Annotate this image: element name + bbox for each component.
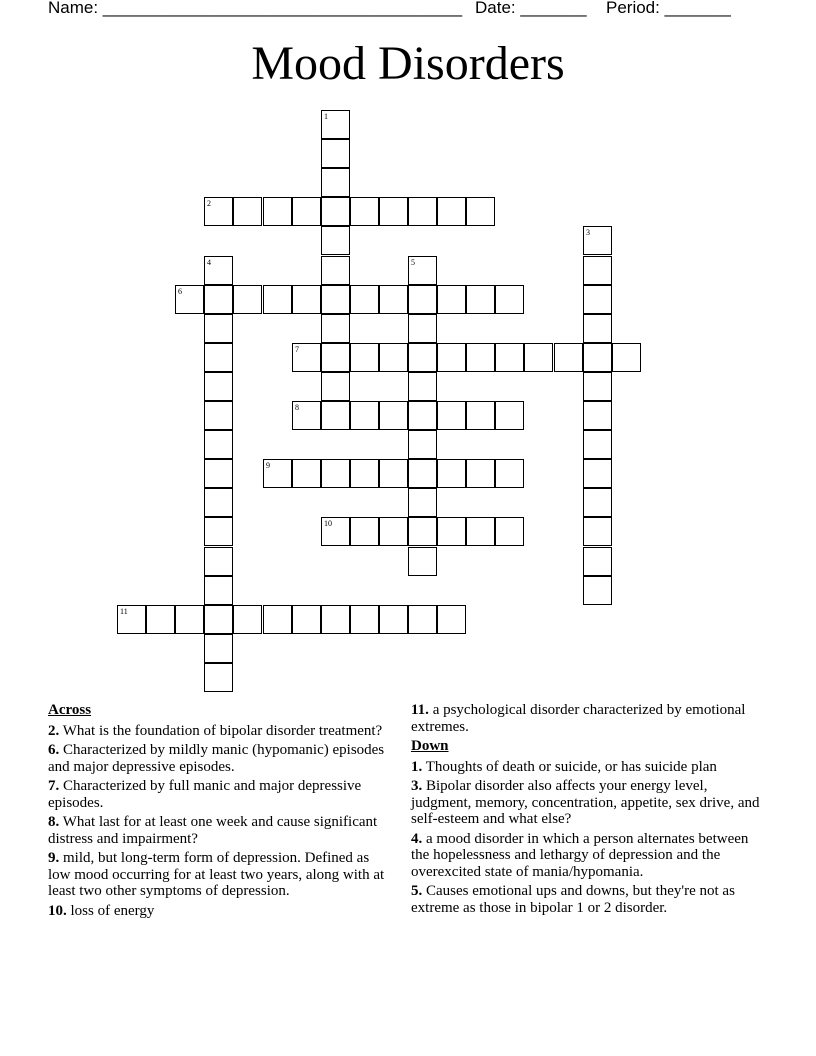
crossword-cell[interactable] [524,343,553,372]
crossword-cell[interactable] [466,197,495,226]
crossword-cell[interactable] [437,459,466,488]
clue-item [411,831,761,881]
crossword-cell[interactable] [583,517,612,546]
crossword-cell[interactable] [408,517,437,546]
clue-item [48,814,388,847]
crossword-cell[interactable] [554,343,583,372]
crossword-cell[interactable] [466,459,495,488]
crossword-cell[interactable] [292,605,321,634]
clue-text: a mood disorder in which a person alternates between the hopelessness and lethargy of depression and the overexcited state of mania/hypomania. [411,830,749,880]
crossword-cell[interactable] [233,197,262,226]
crossword-cell[interactable] [204,488,233,517]
cell-number: 7 [295,345,299,354]
clue-item [48,723,388,740]
clue-text: What is the foundation of bipolar disorder treatment? [62,722,383,739]
crossword-cell[interactable] [204,517,233,546]
crossword-cell[interactable] [321,372,350,401]
clue-item [48,850,388,900]
name-field-label[interactable]: Name: ______________________________________ [48,0,463,17]
crossword-cell[interactable] [204,459,233,488]
crossword-cell[interactable] [466,285,495,314]
crossword-cell[interactable] [350,343,379,372]
crossword-cell[interactable] [321,285,350,314]
clue-item [411,883,761,916]
crossword-cell[interactable] [204,343,233,372]
down-clue-list [411,759,761,917]
crossword-cell[interactable] [612,343,641,372]
crossword-cell[interactable] [408,197,437,226]
clue-number: 2. [48,722,60,739]
clue-item [411,702,761,735]
crossword-cell[interactable] [204,663,233,692]
crossword-cell[interactable] [583,314,612,343]
crossword-cell[interactable] [379,459,408,488]
crossword-cell[interactable] [408,401,437,430]
cell-number: 11 [120,607,128,616]
crossword-cell[interactable] [583,488,612,517]
crossword-cell[interactable] [263,285,292,314]
clue-text: Thoughts of death or suicide, or has suicide plan [425,758,717,775]
crossword-cell[interactable] [437,605,466,634]
clue-text: a psychological disorder characterized by emotional extremes. [411,702,746,735]
crossword-cell[interactable] [437,197,466,226]
crossword-cell[interactable] [466,517,495,546]
clue-number: 5. [411,883,423,899]
crossword-cell[interactable] [263,605,292,634]
crossword-cell[interactable] [204,430,233,459]
clue-number: 1. [411,758,423,775]
clues-right-column [411,702,761,919]
clue-number: 7. [48,778,60,794]
clue-item [411,759,761,776]
crossword-cell[interactable] [292,197,321,226]
crossword-cell[interactable] [321,256,350,285]
crossword-cell[interactable] [204,314,233,343]
crossword-cell[interactable] [321,459,350,488]
crossword-cell[interactable] [350,401,379,430]
crossword-cell[interactable] [495,459,524,488]
clue-number: 4. [411,830,423,847]
crossword-cell[interactable] [350,285,379,314]
period-field-label[interactable]: Period: _______ [606,0,731,17]
crossword-cell[interactable] [175,605,204,634]
cell-number: 9 [266,461,270,470]
crossword-cell[interactable] [408,314,437,343]
crossword-cell[interactable] [350,459,379,488]
crossword-cell[interactable] [321,401,350,430]
across-clue-list-continued [411,702,761,735]
across-clue-list [48,723,388,920]
crossword-cell[interactable] [379,605,408,634]
crossword-cell[interactable] [321,139,350,168]
crossword-cell[interactable] [437,401,466,430]
crossword-cell[interactable] [583,459,612,488]
crossword-cell[interactable] [583,256,612,285]
crossword-cell[interactable] [583,576,612,605]
crossword-cell[interactable] [379,285,408,314]
crossword-cell[interactable] [408,605,437,634]
crossword-cell[interactable] [408,343,437,372]
crossword-cell[interactable] [321,314,350,343]
crossword-cell[interactable] [408,285,437,314]
crossword-cell[interactable] [350,197,379,226]
crossword-cell[interactable] [233,285,262,314]
clue-text: Characterized by full manic and major depressive episodes. [48,778,362,811]
crossword-cell[interactable] [146,605,175,634]
cell-number: 3 [586,228,590,237]
crossword-cell[interactable] [379,343,408,372]
crossword-cell[interactable] [263,197,292,226]
clue-item [48,903,388,920]
crossword-cell[interactable] [204,547,233,576]
clue-text: loss of energy [70,902,155,919]
crossword-cell[interactable] [379,517,408,546]
across-heading: Across [48,702,92,718]
crossword-cell[interactable] [583,285,612,314]
down-heading: Down [411,738,449,754]
clue-number: 6. [48,742,60,758]
crossword-cell[interactable] [233,605,262,634]
crossword-cell[interactable] [583,430,612,459]
clues-left-column [48,702,388,922]
crossword-cell[interactable] [408,488,437,517]
cell-number: 1 [324,112,328,121]
crossword-cell[interactable] [321,197,350,226]
crossword-cell[interactable] [437,343,466,372]
crossword-cell[interactable] [379,401,408,430]
clue-item [48,742,388,775]
crossword-cell[interactable] [583,343,612,372]
clue-text: Characterized by mildly manic (hypomanic) episodes and major depressive episodes. [48,742,385,775]
crossword-cell[interactable] [350,605,379,634]
clue-number: 11. [411,702,429,718]
crossword-cell[interactable] [321,605,350,634]
clue-item [411,778,761,828]
clue-number: 8. [48,814,60,830]
crossword-cell[interactable] [204,605,233,634]
crossword-cell[interactable] [466,401,495,430]
crossword-cell[interactable] [495,517,524,546]
crossword-cell[interactable] [292,285,321,314]
crossword-cell[interactable] [437,517,466,546]
crossword-cell[interactable] [350,517,379,546]
crossword-cell[interactable] [583,372,612,401]
crossword-cell[interactable] [321,226,350,255]
crossword-cell[interactable] [204,401,233,430]
clue-text: What last for at least one week and cause significant distress and impairment? [48,814,378,847]
clue-text: Causes emotional ups and downs, but they're not as extreme as those in bipolar 1 or 2 disorder. [411,883,735,916]
clue-number: 9. [48,850,60,866]
date-field-label[interactable]: Date: _______ [475,0,587,17]
cell-number: 10 [324,519,332,528]
cell-number: 8 [295,403,299,412]
crossword-cell[interactable] [408,547,437,576]
clue-number: 3. [411,778,423,794]
clue-number: 10. [48,902,67,919]
crossword-cell[interactable] [583,547,612,576]
clue-item [48,778,388,811]
crossword-cell[interactable] [466,343,495,372]
crossword-cell[interactable] [204,634,233,663]
crossword-cell[interactable] [495,401,524,430]
crossword-cell[interactable] [204,576,233,605]
cell-number: 4 [207,258,211,267]
crossword-cell[interactable] [408,430,437,459]
crossword-cell[interactable] [292,459,321,488]
clue-text: Bipolar disorder also affects your energy level, judgment, memory, concentration, appetite, sex drive, and self-esteem and what else? [411,778,760,827]
crossword-cell[interactable] [379,197,408,226]
crossword-cell[interactable] [495,285,524,314]
crossword-cell[interactable] [321,343,350,372]
crossword-cell[interactable] [408,372,437,401]
cell-number: 6 [178,287,182,296]
crossword-cell[interactable] [321,168,350,197]
clue-text: mild, but long-term form of depression. Defined as low mood occurring for at least two years, along with at least two other symptoms of depression. [48,850,385,899]
crossword-cell[interactable] [408,459,437,488]
crossword-cell[interactable] [437,285,466,314]
cell-number: 2 [207,199,211,208]
crossword-cell[interactable] [495,343,524,372]
crossword-cell[interactable] [204,285,233,314]
cell-number: 5 [411,258,415,267]
page-title: Mood Disorders [251,37,565,90]
crossword-cell[interactable] [583,401,612,430]
crossword-cell[interactable] [204,372,233,401]
